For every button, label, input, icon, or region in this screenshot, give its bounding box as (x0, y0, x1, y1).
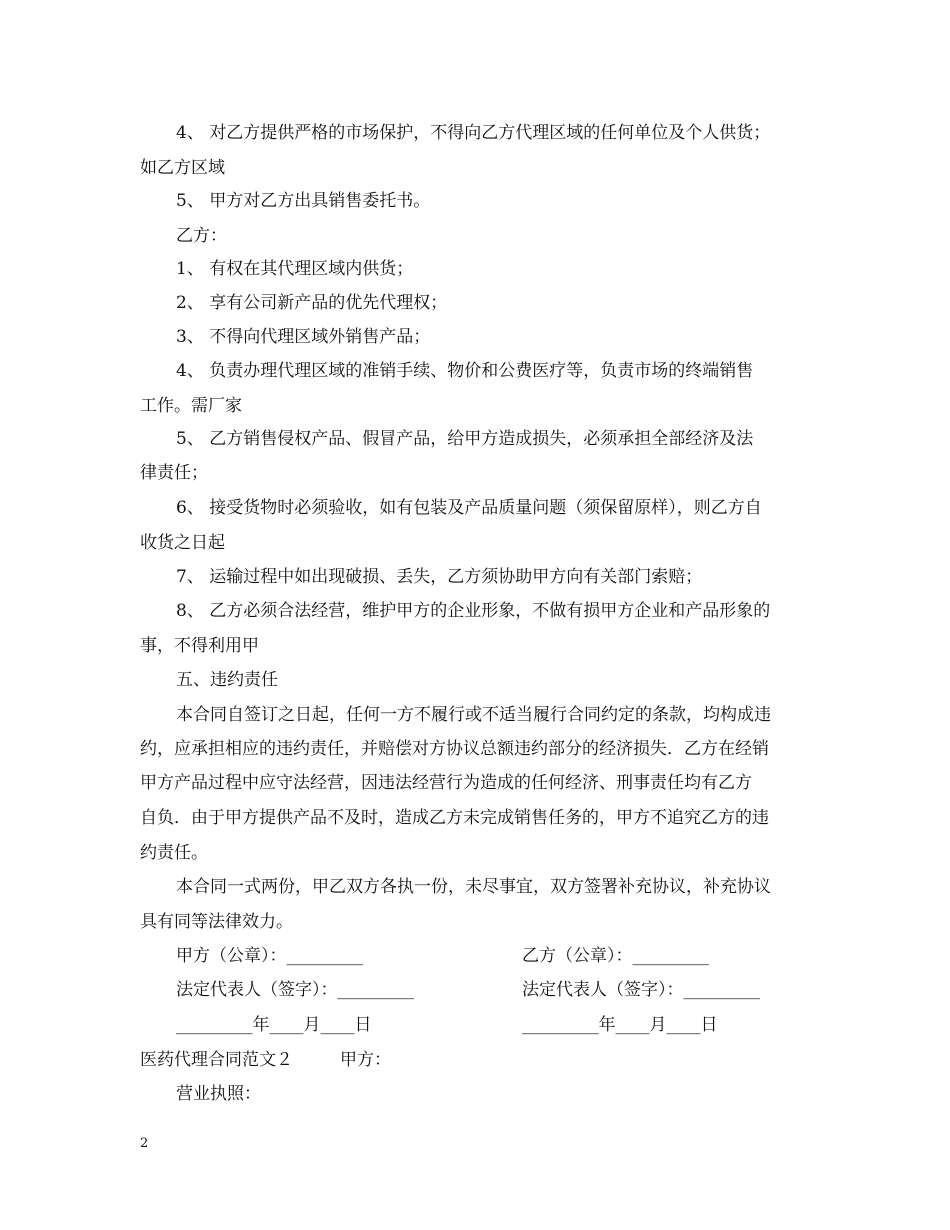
business-license-label: 营业执照： (176, 1084, 261, 1104)
paragraph-line: 5、 甲方对乙方出具销售委托书。 (176, 191, 431, 211)
paragraph-line: 2、 享有公司新产品的优先代理权； (176, 293, 448, 313)
paragraph-line: 甲方产品过程中应守法经营，因违法经营行为造成的任何经济、刑事责任均有乙方 (140, 773, 752, 793)
paragraph-line: 7、 运输过程中如出现破损、丢失，乙方须协助甲方向有关部门索赔； (176, 567, 703, 587)
paragraph-line: 3、 不得向代理区域外销售产品； (176, 327, 431, 347)
paragraph-line: 自负．由于甲方提供产品不及时，造成乙方未完成销售任务的，甲方不追究乙方的违 (140, 808, 769, 828)
party-a-representative-line: 法定代表人（签字）：_________ (176, 980, 414, 1000)
paragraph-line: 4、 负责办理代理区域的准销手续、物价和公费医疗等，负责市场的终端销售 (176, 361, 754, 381)
paragraph-line: 本合同自签订之日起，任何一方不履行或不适当履行合同约定的条款，均构成违 (176, 705, 771, 725)
page-number: 2 (140, 1136, 149, 1151)
paragraph-line: 具有同等法律效力。 (140, 912, 293, 932)
paragraph-line: 收货之日起 (140, 533, 225, 553)
paragraph-line: 4、 对乙方提供严格的市场保护，不得向乙方代理区域的任何单位及个人供货； (176, 123, 771, 143)
party-b-date-line: _________年____月____日 (522, 1015, 718, 1035)
paragraph-line: 工作。需厂家 (140, 396, 242, 416)
next-section-title: 医药代理合同范文２ (140, 1050, 293, 1070)
paragraph-line: 8、 乙方必须合法经营，维护甲方的企业形象，不做有损甲方企业和产品形象的 (176, 601, 771, 621)
party-a-label: 甲方： (340, 1050, 391, 1070)
paragraph-line: 约，应承担相应的违约责任，并赔偿对方协议总额违约部分的经济损失．乙方在经销 (140, 739, 769, 759)
paragraph-line: 如乙方区域 (140, 158, 225, 178)
paragraph-line: 律责任； (140, 463, 208, 483)
paragraph-line: 6、 接受货物时必须验收，如有包装及产品质量问题（须保留原样），则乙方自 (176, 498, 762, 518)
party-b-representative-line: 法定代表人（签字）：_________ (522, 980, 760, 1000)
section-label: 乙方： (176, 226, 227, 246)
party-b-seal-line: 乙方（公章）：_________ (522, 946, 709, 966)
section-heading: 五、违约责任 (176, 670, 278, 690)
paragraph-line: 1、 有权在其代理区域内供货； (176, 259, 414, 279)
paragraph-line: 本合同一式两份，甲乙双方各执一份，未尽事宜，双方签署补充协议，补充协议 (176, 877, 771, 897)
paragraph-line: 5、 乙方销售侵权产品、假冒产品，给甲方造成损失，必须承担全部经济及法 (176, 429, 754, 449)
party-a-date-line: _________年____月____日 (176, 1015, 372, 1035)
party-a-seal-line: 甲方（公章）：_________ (176, 946, 363, 966)
paragraph-line: 约责任。 (140, 843, 208, 863)
paragraph-line: 事，不得利用甲 (140, 636, 259, 656)
